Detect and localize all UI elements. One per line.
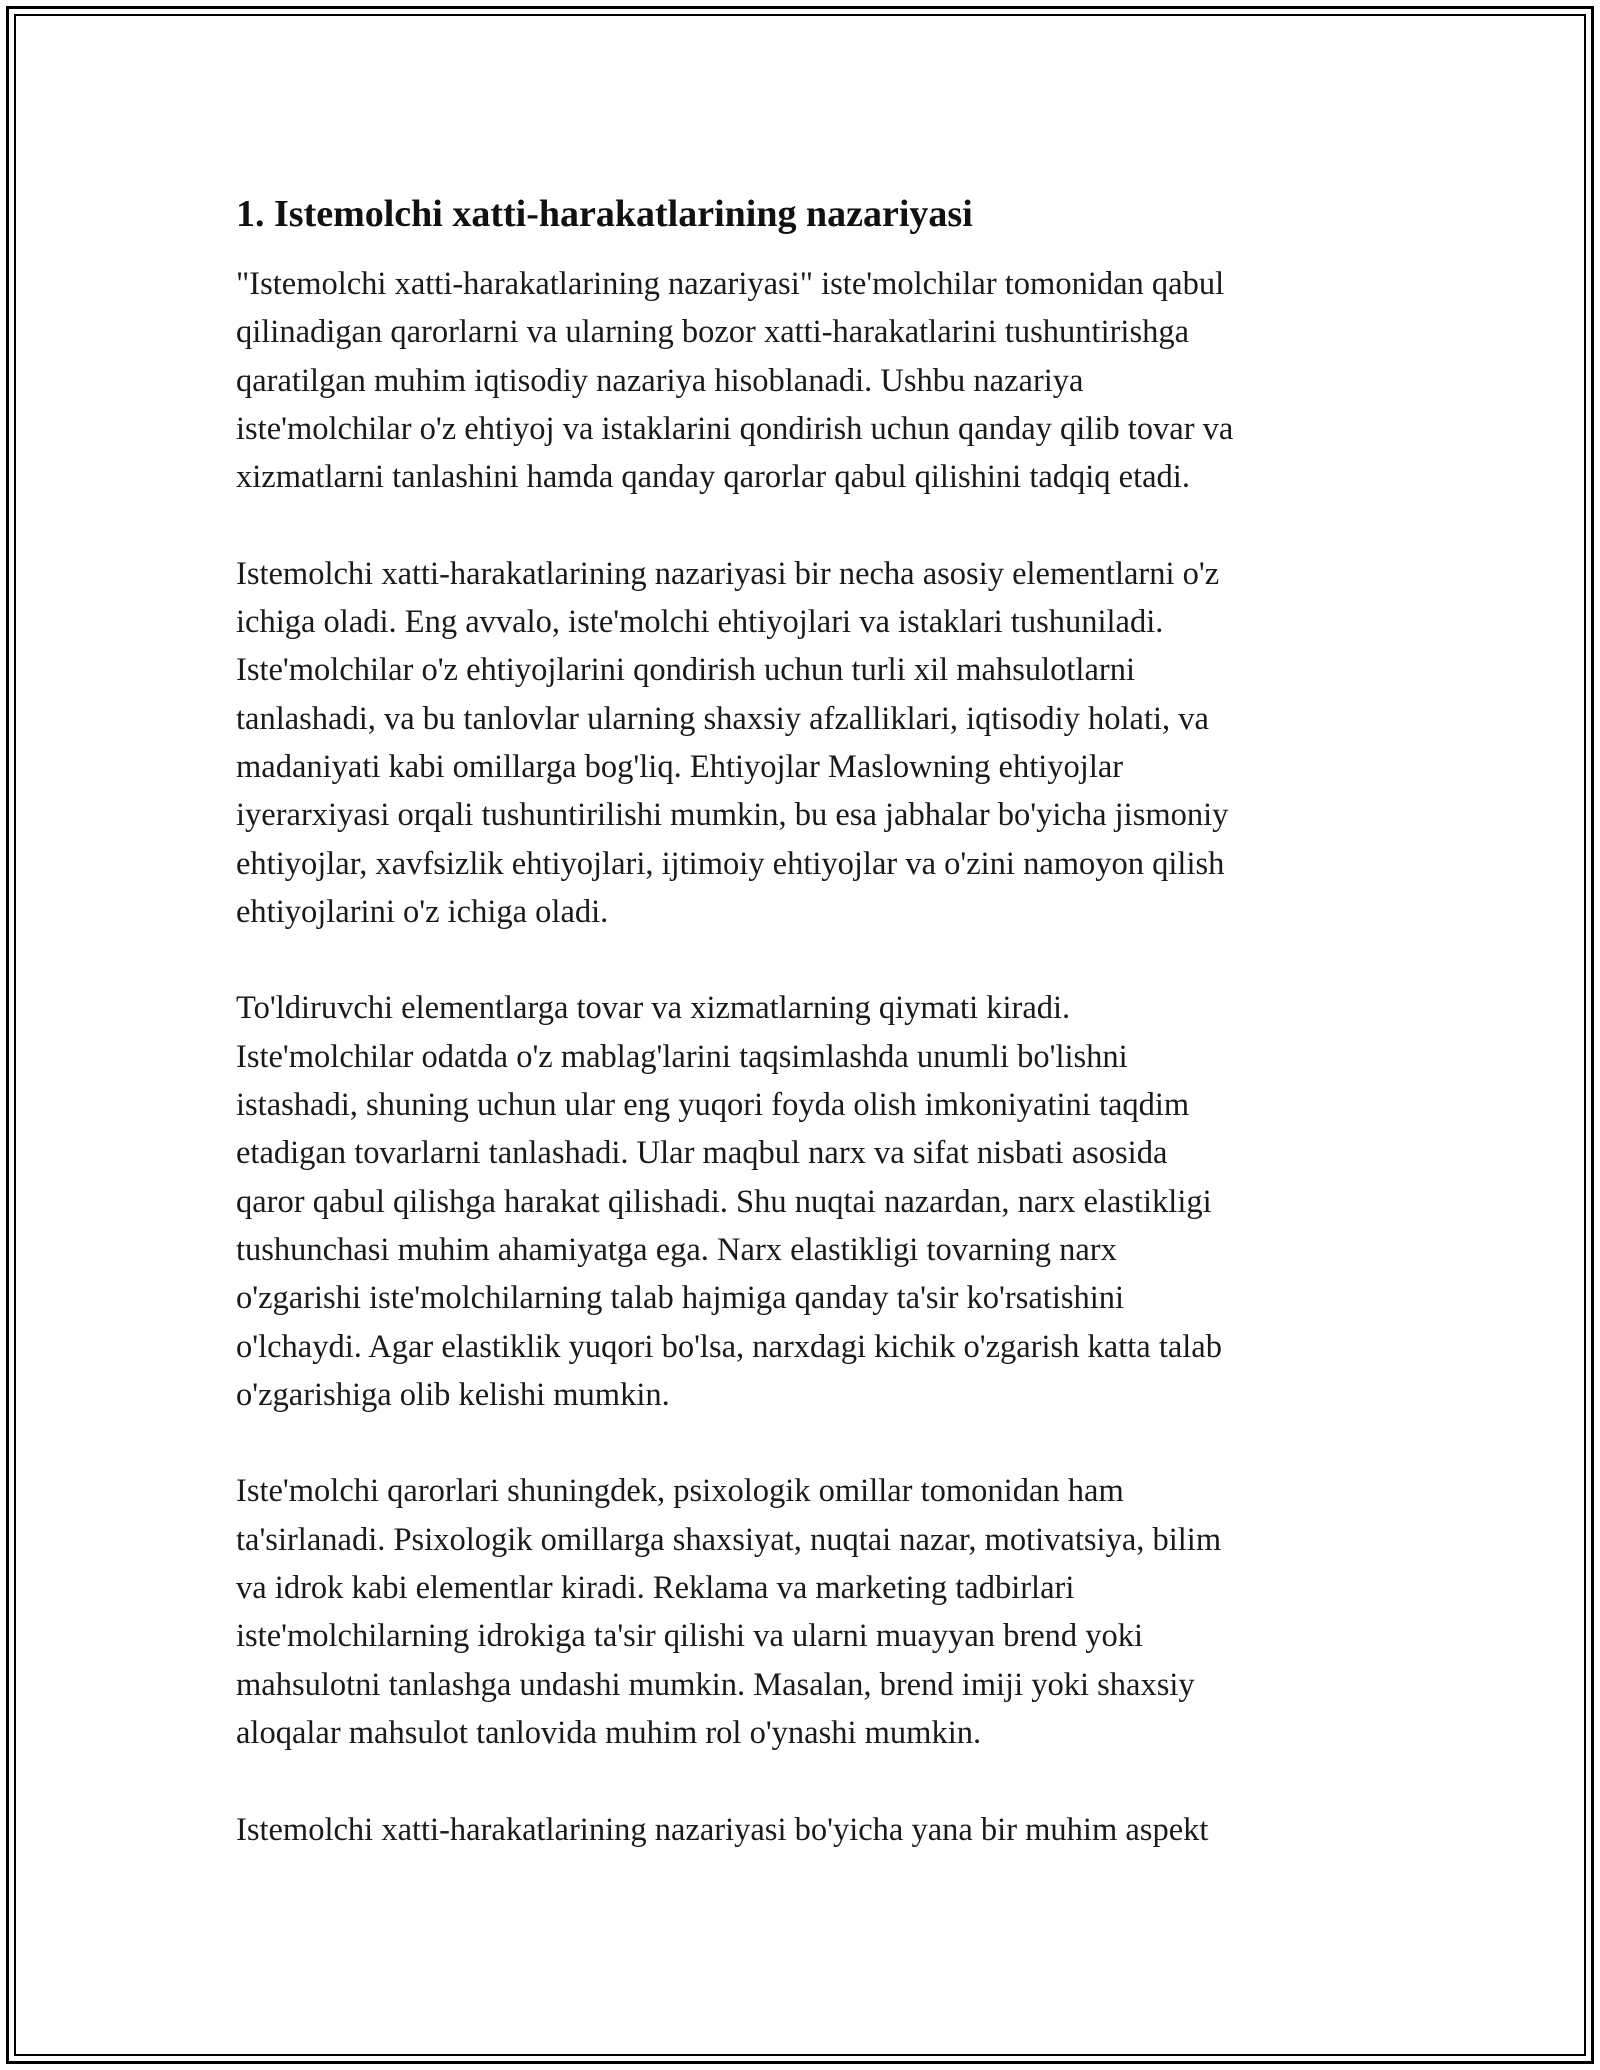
text-line: Istemolchi xatti-harakatlarining nazariyasi bir necha asosiy elementlarni o'z: [236, 555, 1220, 592]
text-line: qaratilgan muhim iqtisodiy nazariya hisoblanadi. Ushbu nazariya: [236, 362, 1084, 399]
text-line: ehtiyojlar, xavfsizlik ehtiyojlari, ijtimoiy ehtiyojlar va o'zini namoyon qilish: [236, 845, 1225, 882]
text-line: ehtiyojlarini o'z ichiga oladi.: [236, 893, 609, 930]
paragraph-4: [236, 1467, 1376, 1757]
text-line: o'zgarishi iste'molchilarning talab hajmiga qanday ta'sir ko'rsatishini: [236, 1280, 1125, 1317]
text-line: Iste'molchilar o'z ehtiyojlarini qondirish uchun turli xil mahsulotlarni: [236, 652, 1135, 689]
page-title: 1. Istemolchi xatti-harakatlarining nazariyasi: [236, 193, 973, 235]
text-line: Iste'molchilar odatda o'z mablag'larini taqsimlashda unumli bo'lishni: [236, 1038, 1128, 1075]
text-line: o'zgarishiga olib kelishi mumkin.: [236, 1376, 670, 1413]
text-line: istashadi, shuning uchun ular eng yuqori foyda olish imkoniyatini taqdim: [236, 1087, 1190, 1124]
document-body: [236, 188, 1376, 1902]
paragraph-list: [236, 260, 1376, 1854]
paragraph-5: [236, 1806, 1376, 1854]
text-line: xizmatlarni tanlashini hamda qanday qarorlar qabul qilishini tadqiq etadi.: [236, 459, 1190, 496]
paragraph-1: [236, 260, 1376, 501]
paragraph-3: [236, 984, 1376, 1419]
text-line: "Istemolchi xatti-harakatlarining nazariyasi" iste'molchilar tomonidan qabul: [236, 266, 1225, 302]
text-line: tanlashadi, va bu tanlovlar ularning shaxsiy afzalliklari, iqtisodiy holati, va: [236, 700, 1209, 737]
text-line: madaniyati kabi omillarga bog'liq. Ehtiyojlar Maslowning ehtiyojlar: [236, 748, 1124, 785]
text-line: mahsulotni tanlashga undashi mumkin. Masalan, brend imiji yoki shaxsiy: [236, 1666, 1195, 1703]
text-line: iste'molchilar o'z ehtiyoj va istaklarini qondirish uchun qanday qilib tovar va: [236, 410, 1234, 447]
text-line: To'ldiruvchi elementlarga tovar va xizmatlarning qiymati kiradi.: [236, 990, 1071, 1027]
text-line: Iste'molchi qarorlari shuningdek, psixologik omillar tomonidan ham: [236, 1473, 1124, 1510]
text-line: ta'sirlanadi. Psixologik omillarga shaxsiyat, nuqtai nazar, motivatsiya, bilim: [236, 1521, 1222, 1558]
text-line: qilinadigan qarorlarni va ularning bozor xatti-harakatlarini tushuntirishga: [236, 314, 1190, 351]
text-line: aloqalar mahsulot tanlovida muhim rol o'ynashi mumkin.: [236, 1714, 982, 1751]
text-line: va idrok kabi elementlar kiradi. Reklama va marketing tadbirlari: [236, 1570, 1075, 1607]
text-line: o'lchaydi. Agar elastiklik yuqori bo'lsa, narxdagi kichik o'zgarish katta talab: [236, 1328, 1222, 1365]
text-line: qaror qabul qilishga harakat qilishadi. Shu nuqtai nazardan, narx elastikligi: [236, 1183, 1212, 1220]
text-line: tushunchasi muhim ahamiyatga ega. Narx elastikligi tovarning narx: [236, 1231, 1117, 1268]
text-line: Istemolchi xatti-harakatlarining nazariyasi bo'yicha yana bir muhim aspekt: [236, 1811, 1209, 1848]
text-line: iste'molchilarning idrokiga ta'sir qilishi va ularni muayyan brend yoki: [236, 1618, 1144, 1655]
text-line: etadigan tovarlarni tanlashadi. Ular maqbul narx va sifat nisbati asosida: [236, 1135, 1168, 1172]
text-line: iyerarxiyasi orqali tushuntirilishi mumkin, bu esa jabhalar bo'yicha jismoniy: [236, 797, 1229, 834]
paragraph-2: [236, 550, 1376, 936]
text-line: ichiga oladi. Eng avvalo, iste'molchi ehtiyojlari va istaklari tushuniladi.: [236, 604, 1164, 641]
